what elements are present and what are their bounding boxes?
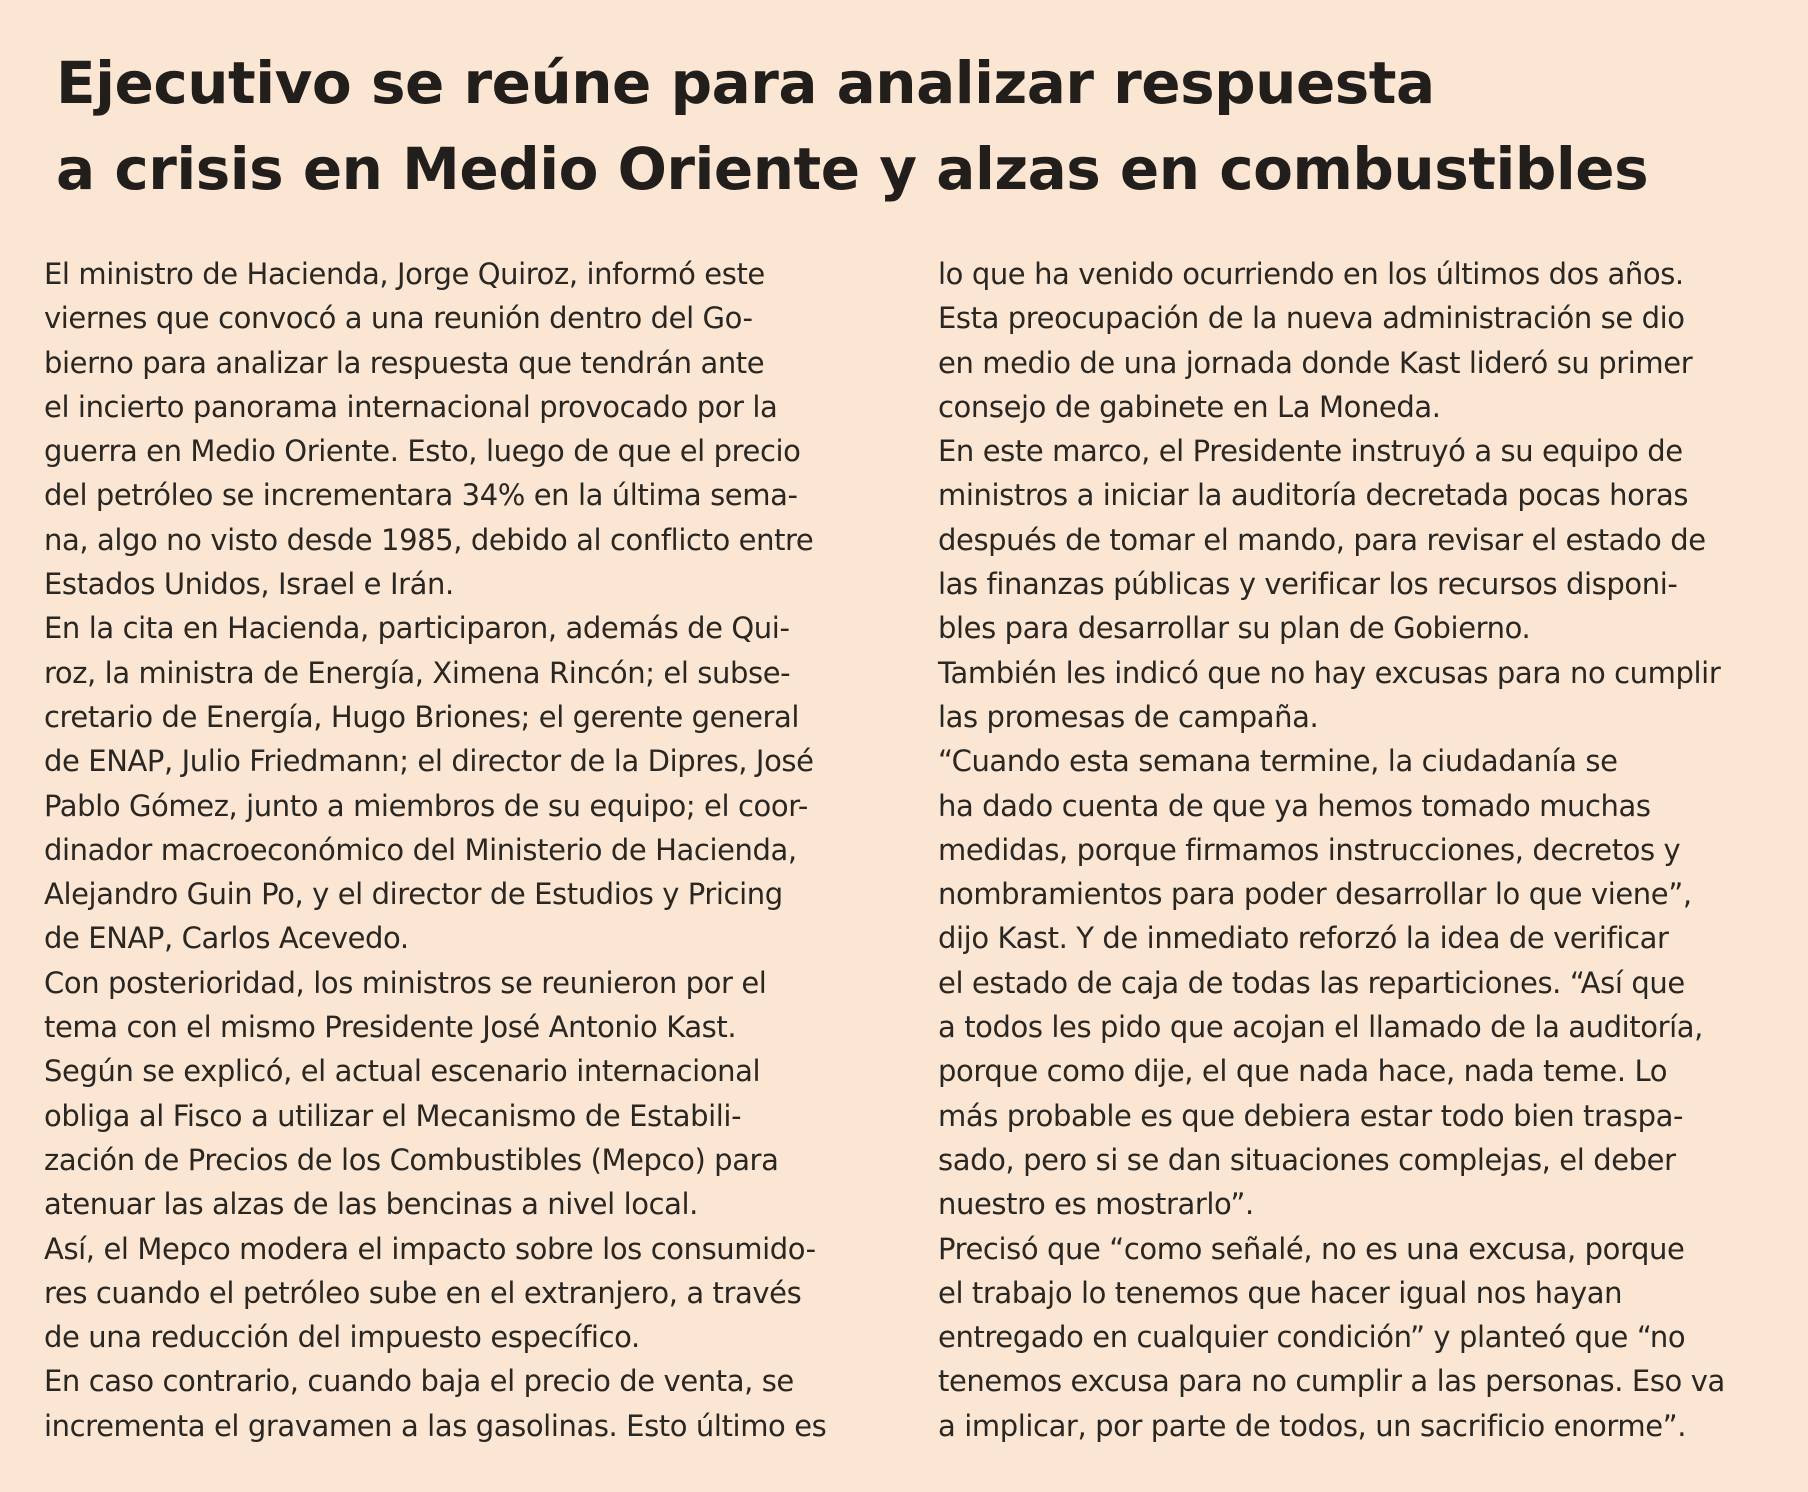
right-column-text-line-5: En este marco, el Presidente instruyó a su equipo de <box>938 434 1683 469</box>
right-column-text-line-18: a todos les pido que acojan el llamado de la auditoría, <box>938 1010 1703 1045</box>
left-column-text-line-6: del petróleo se incrementara 34% en la última sema- <box>44 478 798 513</box>
left-column-text-line-26: En caso contrario, cuando baja el precio de venta, se <box>44 1364 794 1399</box>
left-column-text-line-14: dinador macroeconómico del Ministerio de Hacienda, <box>44 832 797 867</box>
right-column-text-line-15: nombramientos para poder desarrollar lo que viene”, <box>938 877 1692 912</box>
right-column-text-line-26: tenemos excusa para no cumplir a las personas. Eso va <box>938 1364 1725 1399</box>
article-body-right-column <box>938 252 1798 1448</box>
right-column-text-line-21: sado, pero si se dan situaciones complejas, el deber <box>938 1142 1676 1177</box>
article-body-left-column <box>44 252 904 1448</box>
right-column-text-line-27: a implicar, por parte de todos, un sacrificio enorme”. <box>938 1408 1687 1443</box>
article-headline <box>56 40 1756 212</box>
left-column-text-line-19: Según se explicó, el actual escenario internacional <box>44 1054 761 1089</box>
right-column-text-line-8: las finanzas públicas y verificar los recursos disponi- <box>938 567 1678 602</box>
left-column-text-line-8: Estados Unidos, Israel e Irán. <box>44 567 454 602</box>
left-column-text-line-12: de ENAP, Julio Friedmann; el director de la Dipres, José <box>44 744 814 779</box>
right-column-text-line-10: También les indicó que no hay excusas para no cumplir <box>938 655 1721 690</box>
right-column-text-line-2: Esta preocupación de la nueva administración se dio <box>938 301 1685 336</box>
right-column-text-line-16: dijo Kast. Y de inmediato reforzó la idea de verificar <box>938 921 1669 956</box>
right-column-text-line-1: lo que ha venido ocurriendo en los últimos dos años. <box>938 257 1684 291</box>
left-column-text-line-21: zación de Precios de los Combustibles (Mepco) para <box>44 1142 779 1177</box>
right-column-text-line-14: medidas, porque firmamos instrucciones, decretos y <box>938 832 1681 867</box>
left-column-text-line-25: de una reducción del impuesto específico. <box>44 1320 640 1355</box>
left-column-text-line-3: bierno para analizar la respuesta que tendrán ante <box>44 345 765 380</box>
right-column-text-line-4: consejo de gabinete en La Moneda. <box>938 389 1441 424</box>
right-column-text-line-11: las promesas de campaña. <box>938 699 1319 734</box>
headline-line-1: Ejecutivo se reúne para analizar respuesta <box>56 49 1435 117</box>
left-column-text-line-2: viernes que convocó a una reunión dentro del Go- <box>44 301 753 336</box>
left-column-text-line-4: el incierto panorama internacional provocado por la <box>44 389 778 424</box>
left-column-text-line-18: tema con el mismo Presidente José Antonio Kast. <box>44 1010 737 1045</box>
left-column-text-line-15: Alejandro Guin Po, y el director de Estudios y Pricing <box>44 877 783 912</box>
right-column-text-line-25: entregado en cualquier condición” y planteó que “no <box>938 1320 1686 1355</box>
left-column-text-line-13: Pablo Gómez, junto a miembros de su equipo; el coor- <box>44 788 808 823</box>
left-column-text-line-11: cretario de Energía, Hugo Briones; el gerente general <box>44 699 800 734</box>
left-column-text-line-22: atenuar las alzas de las bencinas a nivel local. <box>44 1187 698 1222</box>
right-column-text-line-13: ha dado cuenta de que ya hemos tomado muchas <box>938 788 1651 823</box>
left-column-text-line-7: na, algo no visto desde 1985, debido al conflicto entre <box>44 522 814 557</box>
left-column-text-line-5: guerra en Medio Oriente. Esto, luego de que el precio <box>44 434 801 469</box>
left-column-text-line-27: incrementa el gravamen a las gasolinas. Esto último es <box>44 1408 827 1443</box>
left-column-text-line-16: de ENAP, Carlos Acevedo. <box>44 921 409 956</box>
right-column-text-line-24: el trabajo lo tenemos que hacer igual nos hayan <box>938 1275 1623 1310</box>
right-column-text-line-6: ministros a iniciar la auditoría decretada pocas horas <box>938 478 1689 513</box>
left-column-text-line-10: roz, la ministra de Energía, Ximena Rincón; el subse- <box>44 655 791 690</box>
right-column-text-line-7: después de tomar el mando, para revisar el estado de <box>938 522 1706 557</box>
left-column-text-line-9: En la cita en Hacienda, participaron, además de Qui- <box>44 611 790 646</box>
left-column-text-line-24: res cuando el petróleo sube en el extranjero, a través <box>44 1275 802 1310</box>
right-column-text-line-22: nuestro es mostrarlo”. <box>938 1187 1254 1222</box>
left-column-text-line-17: Con posterioridad, los ministros se reunieron por el <box>44 965 767 1000</box>
right-column-text-line-19: porque como dije, el que nada hace, nada teme. Lo <box>938 1054 1668 1089</box>
right-column-text-line-20: más probable es que debiera estar todo bien traspa- <box>938 1098 1684 1133</box>
left-column-text-line-1: El ministro de Hacienda, Jorge Quiroz, informó este <box>44 257 765 291</box>
right-column-text-line-17: el estado de caja de todas las reparticiones. “Así que <box>938 965 1685 1000</box>
right-column-text-line-9: bles para desarrollar su plan de Gobierno. <box>938 611 1531 646</box>
right-column-text-line-23: Precisó que “como señalé, no es una excusa, porque <box>938 1231 1685 1266</box>
left-column-text-line-23: Así, el Mepco modera el impacto sobre los consumido- <box>44 1231 816 1266</box>
left-column-text-line-20: obliga al Fisco a utilizar el Mecanismo de Estabili- <box>44 1098 742 1133</box>
right-column-text-line-12: “Cuando esta semana termine, la ciudadanía se <box>938 744 1618 779</box>
right-column-text-line-3: en medio de una jornada donde Kast lideró su primer <box>938 345 1693 380</box>
headline-line-2: a crisis en Medio Oriente y alzas en combustibles <box>56 135 1649 203</box>
